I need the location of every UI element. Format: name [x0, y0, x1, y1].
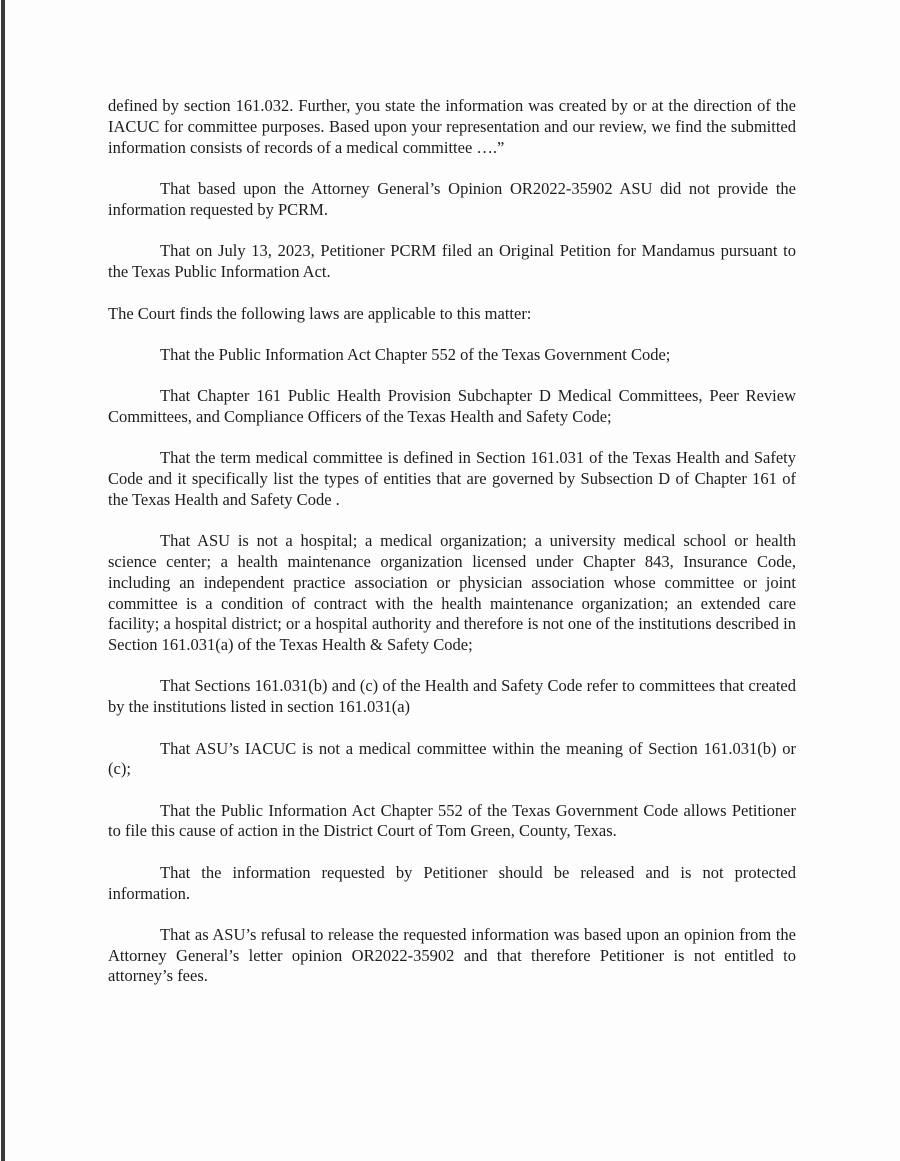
- document-body: [108, 96, 796, 1008]
- paragraph: The Court finds the following laws are applicable to this matter:: [108, 303, 532, 323]
- paragraph: That ASU’s IACUC is not a medical committee within the meaning of Section 161.031(b) or (c);: [108, 738, 796, 779]
- paragraph: That the term medical committee is defined in Section 161.031 of the Texas Health and Safety Code and it specifically list the types of entities that are governed by Subsection D of Chapter 161 of the Texas Health and Safety Code .: [108, 448, 796, 509]
- paragraph: defined by section 161.032. Further, you state the information was created by or at the direction of the IACUC for committee purposes. Based upon your representation and our review, we find the submitted information consists of records of a medical committee ….”: [108, 96, 796, 157]
- paragraph: That the Public Information Act Chapter 552 of the Texas Government Code;: [160, 344, 671, 364]
- paragraph: That Chapter 161 Public Health Provision Subchapter D Medical Committees, Peer Review Committees, and Compliance Officers of the Texas Health and Safety Code;: [108, 386, 796, 426]
- paragraph: That the Public Information Act Chapter 552 of the Texas Government Code allows Petitioner to file this cause of action in the District Court of Tom Green, County, Texas.: [108, 800, 796, 841]
- paragraph: That Sections 161.031(b) and (c) of the Health and Safety Code refer to committees that created by the institutions listed in section 161.031(a): [108, 676, 796, 717]
- paragraph: That as ASU’s refusal to release the requested information was based upon an opinion from the Attorney General’s letter opinion OR2022-35902 and that therefore Petitioner is not entitled to attorney’s fees.: [108, 924, 796, 986]
- paragraph: That the information requested by Petitioner should be released and is not protected information.: [108, 862, 796, 903]
- scan-edge-line: [1, 0, 5, 1161]
- paragraph: That based upon the Attorney General’s Opinion OR2022-35902 ASU did not provide the information requested by PCRM.: [108, 178, 796, 219]
- paragraph: That ASU is not a hospital; a medical organization; a university medical school or health science center; a health maintenance organization licensed under Chapter 843, Insurance Code, including an independent practice association or physician association whose committee or joint committee is a condition of contract with the health maintenance organization; an extended care facility; a hospital district; or a hospital authority and therefore is not one of the institutions described in Section 161.031(a) of the Texas Health & Safety Code;: [108, 531, 796, 655]
- paragraph: That on July 13, 2023, Petitioner PCRM filed an Original Petition for Mandamus pursuant to the Texas Public Information Act.: [108, 240, 796, 281]
